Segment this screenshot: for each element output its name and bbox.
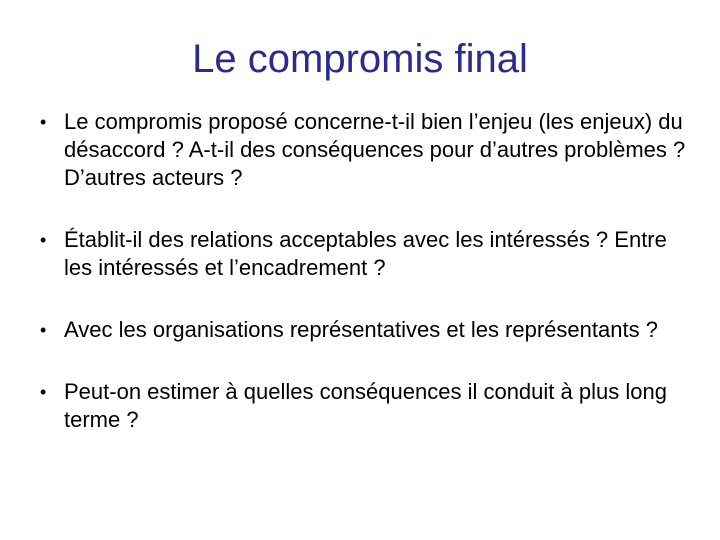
bullet-item [36, 316, 696, 344]
bullet-marker: • [40, 112, 47, 132]
bullet-text: Peut-on estimer à quelles conséquences il conduit à plus long terme ? [64, 379, 667, 432]
bullet-item [36, 226, 696, 282]
bullet-marker: • [40, 382, 47, 402]
bullet-text: Le compromis proposé concerne-t-il bien l’enjeu (les enjeux) du désaccord ? A-t-il des conséquences pour d’autres problèmes ? D’autres acteurs ? [64, 109, 686, 190]
bullet-list [36, 108, 696, 434]
slide-title: Le compromis final [192, 37, 528, 81]
bullet-text: Avec les organisations représentatives et les représentants ? [64, 317, 658, 342]
bullet-marker: • [40, 230, 47, 250]
bullet-item [36, 108, 696, 192]
bullet-text: Établit-il des relations acceptables avec les intéressés ? Entre les intéressés et l’encadrement ? [64, 227, 667, 280]
bullet-item [36, 378, 696, 434]
bullet-marker: • [40, 320, 47, 340]
